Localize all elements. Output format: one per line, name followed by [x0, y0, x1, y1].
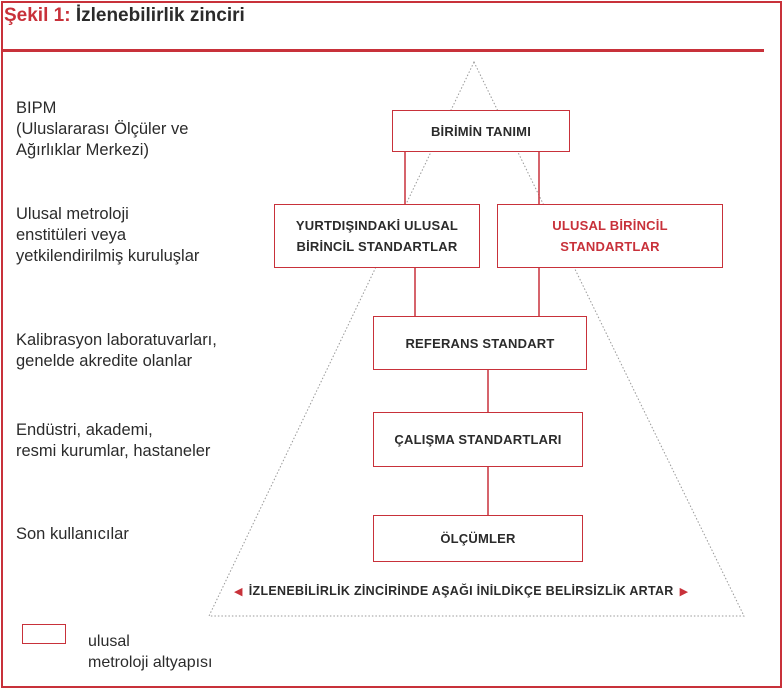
box-foreign-primary-standards: YURTDIŞINDAKİ ULUSAL BİRİNCİL STANDARTLAR	[274, 204, 480, 268]
box-national-primary-standards: ULUSAL BİRİNCİL STANDARTLAR	[497, 204, 723, 268]
box-working-standards: ÇALIŞMA STANDARTLARI	[373, 412, 583, 467]
figure-title-text: İzlenebilirlik zinciri	[75, 5, 245, 26]
level-industry: Endüstri, akademi, resmi kurumlar, hastaneler	[16, 421, 211, 460]
box-reference-standard: REFERANS STANDART	[373, 316, 587, 370]
level-end-users: Son kullanıcılar	[16, 525, 129, 543]
right-arrow-icon: ▶	[679, 585, 689, 598]
level-calibration-labs: Kalibrasyon laboratuvarları, genelde akredite olanlar	[16, 331, 217, 370]
box-unit-definition: BİRİMİN TANIMI	[392, 110, 570, 152]
figure-number: Şekil 1:	[4, 5, 71, 26]
box-measurements: ÖLÇÜMLER	[373, 515, 583, 562]
level-national-institutes: Ulusal metroloji enstitüleri veya yetkilendirilmiş kuruluşlar	[16, 205, 200, 265]
legend-swatch	[22, 624, 66, 644]
uncertainty-note-text: İZLENEBİLİRLİK ZİNCİRİNDE AŞAĞI İNİLDİKÇE BELİRSİZLİK ARTAR	[248, 584, 674, 598]
legend-label: ulusal metroloji altyapısı	[88, 633, 213, 671]
uncertainty-note	[234, 584, 718, 598]
left-arrow-icon: ◀	[234, 585, 243, 598]
level-bipm: BIPM (Uluslararası Ölçüler ve Ağırlıklar Merkezi)	[16, 99, 189, 159]
